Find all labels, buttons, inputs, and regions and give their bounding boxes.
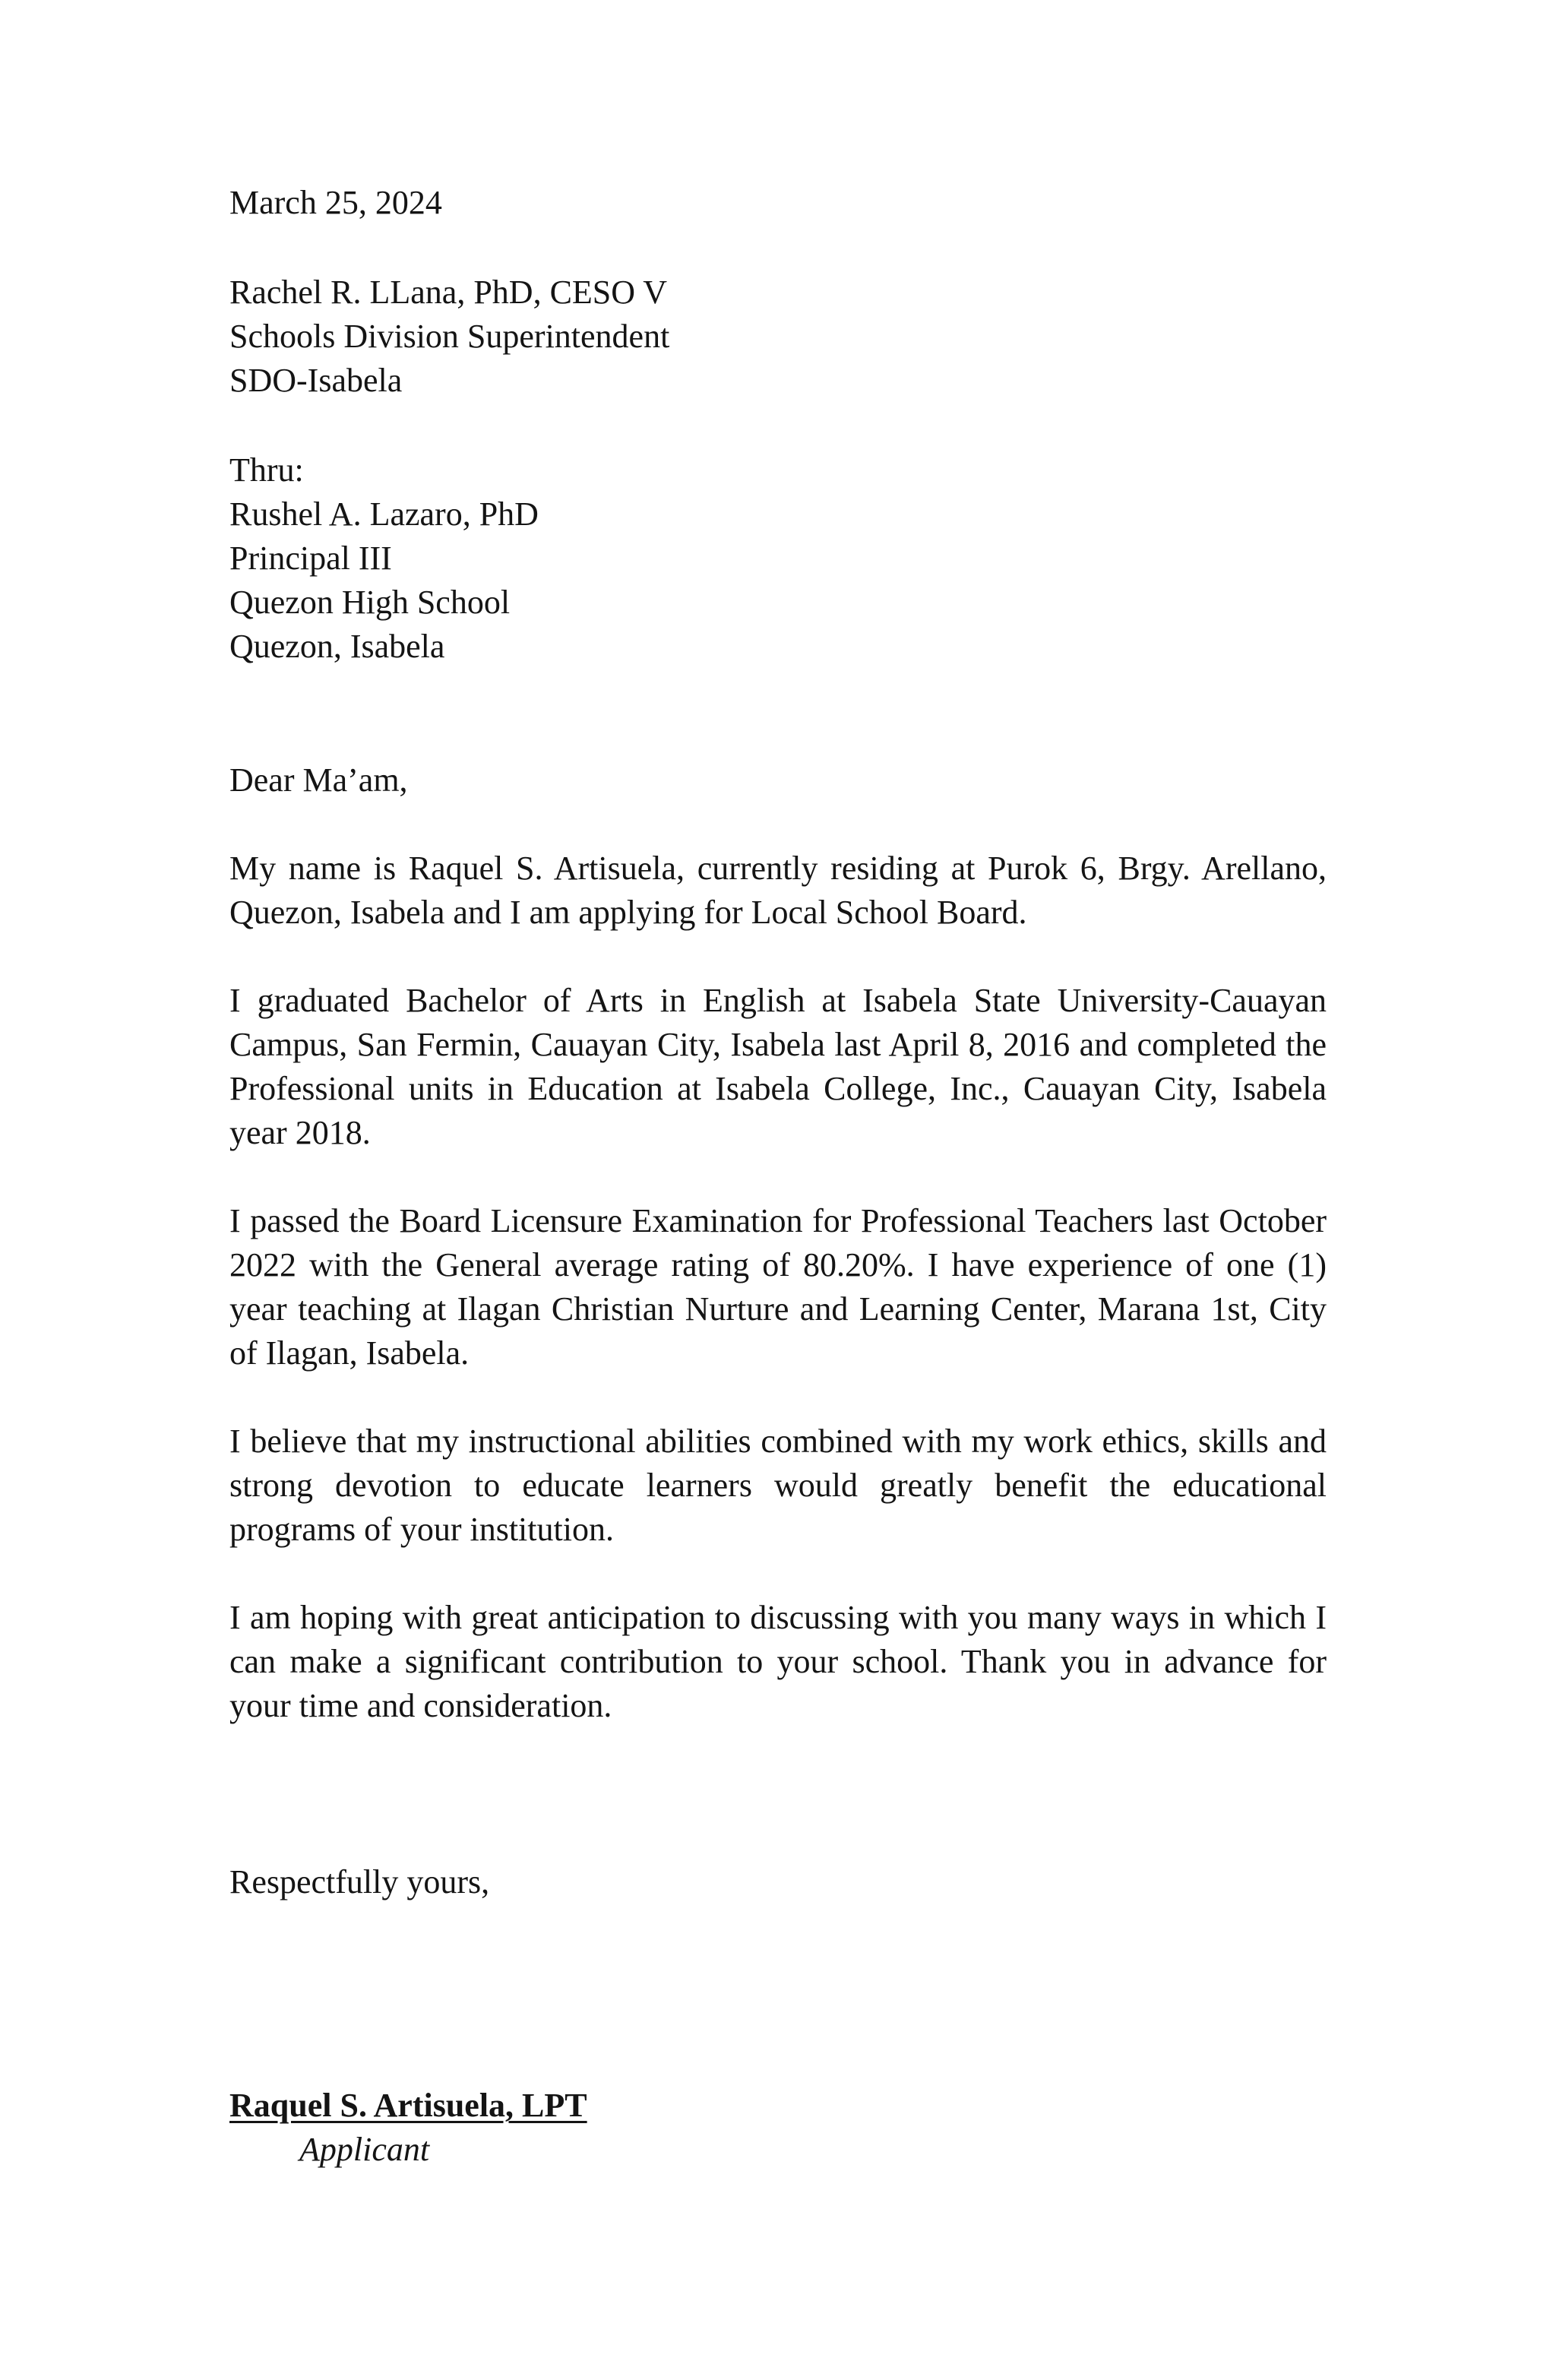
salutation: Dear Ma’am, bbox=[229, 761, 408, 799]
thru-school: Quezon High School bbox=[229, 584, 511, 621]
letter-date: March 25, 2024 bbox=[229, 184, 442, 221]
body-paragraph-closing: I am hoping with great anticipation to discussing with you many ways in which I can make a significant contribution to your school. Thank you in advance for your time and consideration. bbox=[229, 1599, 1327, 1724]
thru-title: Principal III bbox=[229, 540, 392, 577]
recipient-title: Schools Division Superintendent bbox=[229, 318, 670, 355]
closing-phrase: Respectfully yours, bbox=[229, 1863, 490, 1901]
body-paragraph-intro: My name is Raquel S. Artisuela, currently residing at Purok 6, Brgy. Arellano, Quezon, Isabela and I am applying for Local School Board. bbox=[229, 850, 1327, 931]
thru-name: Rushel A. Lazaro, PhD bbox=[229, 495, 539, 533]
thru-location: Quezon, Isabela bbox=[229, 628, 445, 665]
signature-name: Raquel S. Artisuela, LPT bbox=[229, 2087, 587, 2124]
thru-label: Thru: bbox=[229, 451, 304, 489]
signature-title: Applicant bbox=[299, 2131, 430, 2168]
body-paragraph-abilities: I believe that my instructional abilities combined with my work ethics, skills and strong devotion to educate learners would greatly benefit the educational programs of your institution. bbox=[229, 1423, 1327, 1548]
recipient-name: Rachel R. LLana, PhD, CESO V bbox=[229, 274, 668, 311]
recipient-office: SDO-Isabela bbox=[229, 362, 403, 399]
body-paragraph-licensure: I passed the Board Licensure Examination for Professional Teachers last October 2022 with the General average rating of 80.20%. I have experience of one (1) year teaching at Ilagan Christian Nurture and Learning Center, Marana 1st, City of Ilagan, Isabela. bbox=[229, 1202, 1327, 1372]
body-paragraph-education: I graduated Bachelor of Arts in English at Isabela State University-Cauayan Campus, San Fermin, Cauayan City, Isabela last April 8, 2016 and completed the Professional units in Education at Isabela College, Inc., Cauayan City, Isabela year 2018. bbox=[229, 982, 1327, 1151]
